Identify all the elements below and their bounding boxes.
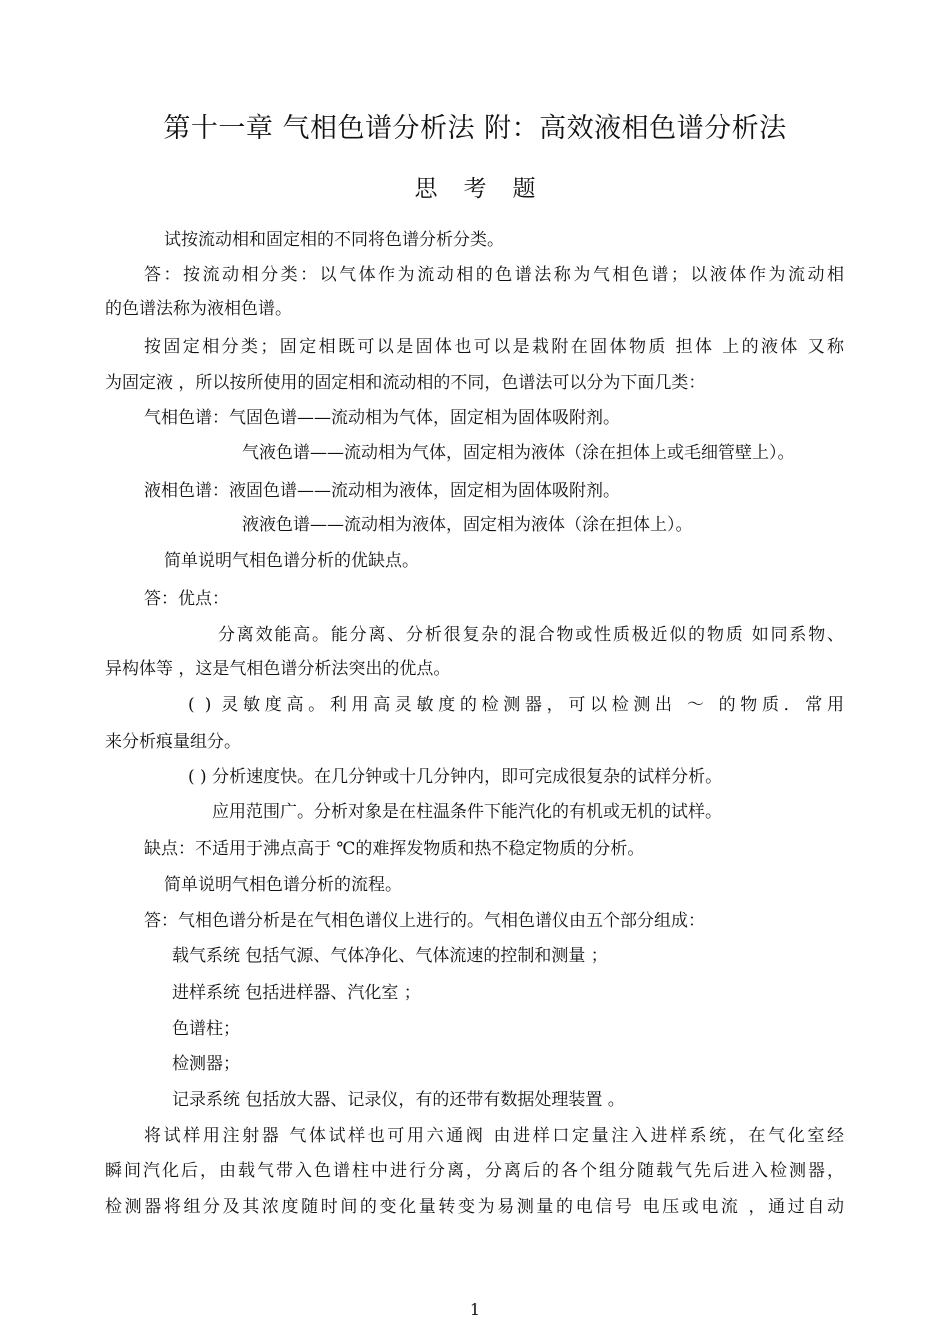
answer-2-line-7: 应用范围广。分析对象是在柱温条件下能汽化的有机或无机的试样。 xyxy=(212,802,722,822)
answer-1-line-1: 答：按流动相分类：以气体作为流动相的色谱法称为气相色谱；以液体作为流动相 xyxy=(144,265,844,285)
page-number: 1 xyxy=(469,1300,481,1319)
answer-3-line-8: 瞬间汽化后，由载气带入色谱柱中进行分离，分离后的各个组分随载气先后进入检测器， xyxy=(105,1161,844,1181)
answer-1-line-4: 为固定液 ，所以按所使用的固定相和流动相的不同，色谱法可以分为下面几类： xyxy=(105,373,706,393)
answer-1-line-2: 的色谱法称为液相色谱。 xyxy=(105,299,292,319)
answer-2-line-2: 分离效能高。能分离、分析很复杂的混合物或性质极近似的物质 如同系物、 xyxy=(218,625,844,645)
chapter-title: 第十一章 气相色谱分析法 附：高效液相色谱分析法 xyxy=(163,113,787,144)
answer-1-line-3: 按固定相分类；固定相既可以是固体也可以是栽附在固体物质 担体 上的液体 又称 xyxy=(144,337,844,357)
answer-3-line-2: 载气系统 包括气源、气体净化、气体流速的控制和测量 ； xyxy=(172,946,608,966)
answer-3-line-3: 进样系统 包括进样器、汽化室 ； xyxy=(172,983,421,1003)
answer-3-line-4: 色谱柱； xyxy=(172,1019,240,1039)
answer-1-line-5: 气相色谱：气固色谱——流动相为气体，固定相为固体吸附剂。 xyxy=(144,408,620,428)
answer-1-line-8: 液液色谱——流动相为液体，固定相为液体（涂在担体上）。 xyxy=(242,515,693,535)
answer-1-line-7: 液相色谱：液固色谱——流动相为液体，固定相为固体吸附剂。 xyxy=(144,481,620,501)
answer-3-line-1: 答：气相色谱分析是在气相色谱仪上进行的。气相色谱仪由五个部分组成： xyxy=(144,911,705,931)
answer-1-line-6: 气液色谱——流动相为气体，固定相为液体（涂在担体上或毛细管壁上）。 xyxy=(242,443,795,463)
section-heading: 思考题 xyxy=(414,176,562,202)
answer-3-line-6: 记录系统 包括放大器、记录仪，有的还带有数据处理装置 。 xyxy=(172,1090,625,1110)
answer-2-line-1: 答：优点： xyxy=(144,589,229,609)
question-2: 简单说明气相色谱分析的优缺点。 xyxy=(164,551,419,571)
answer-3-line-7: 将试样用注射器 气体试样也可用六通阀 由进样口定量注入进样系统，在气化室经 xyxy=(144,1126,844,1146)
question-3: 简单说明气相色谱分析的流程。 xyxy=(164,875,402,895)
answer-2-line-6: ( ) 分析速度快。在几分钟或十几分钟内，即可完成很复杂的试样分析。 xyxy=(188,767,723,787)
answer-2-line-5: 来分析痕量组分。 xyxy=(105,732,241,752)
question-1: 试按流动相和固定相的不同将色谱分析分类。 xyxy=(164,230,504,250)
answer-2-line-4: ( ) 灵敏度高。利用高灵敏度的检测器，可以检测出 ～ 的物质．常用 xyxy=(188,695,844,715)
answer-3-line-5: 检测器； xyxy=(172,1054,240,1074)
answer-3-line-9: 检测器将组分及其浓度随时间的变化量转变为易测量的电信号 电压或电流 ，通过自动 xyxy=(105,1197,844,1217)
answer-2-line-3: 异构体等 ，这是气相色谱分析法突出的优点。 xyxy=(105,659,451,679)
answer-2-line-8: 缺点：不适用于沸点高于 ℃的难挥发物质和热不稳定物质的分析。 xyxy=(144,839,645,859)
